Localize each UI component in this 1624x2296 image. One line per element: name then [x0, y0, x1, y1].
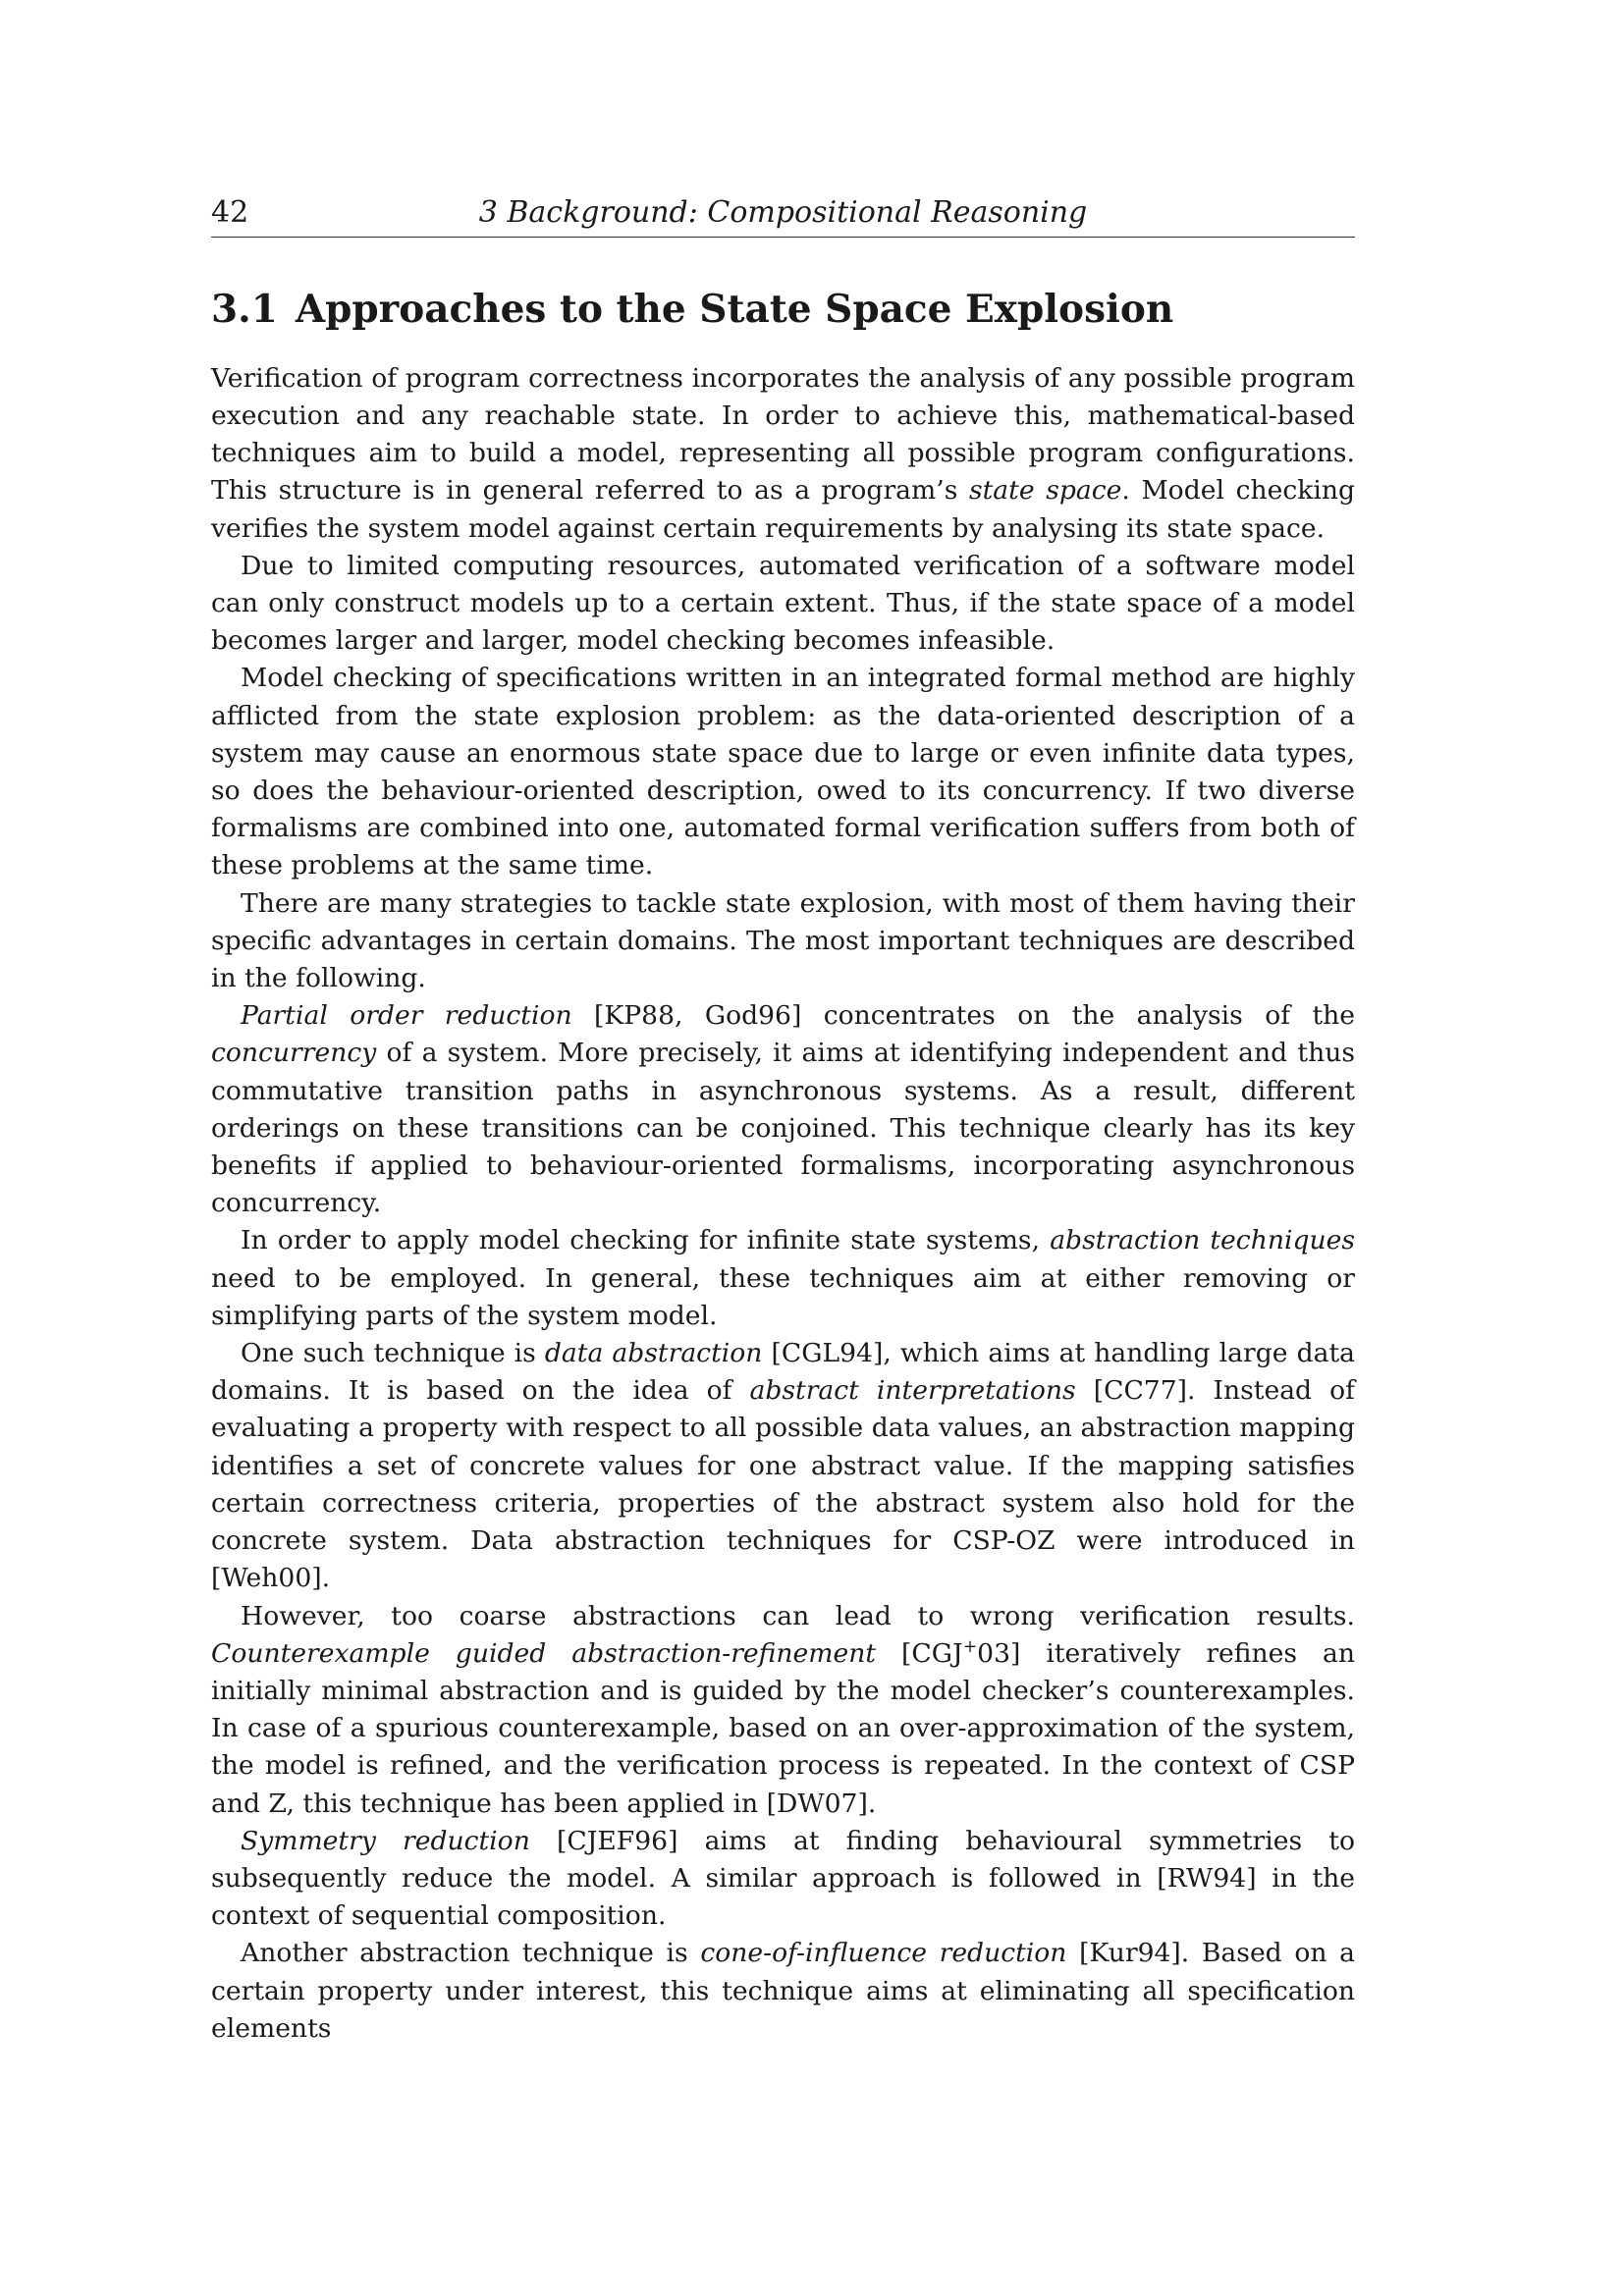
- section-title: Approaches to the State Space Explosion: [295, 287, 1174, 332]
- paragraph-7: [211, 1335, 1355, 1597]
- text-run: [CGL94], which aims at handling large data domains. It is based on the idea of: [211, 1338, 1355, 1407]
- page-number: 42: [211, 195, 249, 230]
- text-run: [CC77]. Instead of evaluating a property with respect to all possible data values, an abstraction mapping identifies a set of concrete values for one abstract value. If the mapping satisfies certain correctness criteria, properties of the abstract system also hold for the concrete system. Data abstraction techniques for CSP-OZ were introduced in [Weh00].: [211, 1375, 1355, 1594]
- section-heading: [211, 287, 1355, 333]
- body-text: [211, 360, 1355, 2048]
- emphasis: Symmetry reduction: [241, 1825, 530, 1856]
- emphasis: cone-of-influence reduction: [700, 1938, 1067, 1969]
- emphasis: Counterexample guided abstraction-refinement: [211, 1637, 877, 1669]
- running-header: [211, 191, 1355, 238]
- text-run: Verification of program correctness incorporates the analysis of any possible program execution and any reachable state. In order to achieve this, mathematical-based techniques aim to build a model, representing all possible program configurations. This structure is in general referred to as a program’s: [211, 362, 1355, 507]
- emphasis: data abstraction: [544, 1338, 763, 1369]
- text-run: However, too coarse abstractions can lead to wrong verification results.: [241, 1600, 1355, 1631]
- emphasis: abstraction techniques: [1050, 1225, 1355, 1256]
- text-run: 03] iteratively refines an initially minimal abstraction and is guided by the model checker’s counterexamples. In case of a spurious counterexample, based on an over-approximation of the system, the model is refined, and the verification process is repeated. In the context of CSP and Z, this technique has been applied in [DW07].: [211, 1637, 1355, 1819]
- emphasis: abstract interpretations: [749, 1375, 1076, 1407]
- paragraph-9: [211, 1823, 1355, 1936]
- text-run: . Model checking verifies the system model against certain requirements by analysing its state space.: [211, 475, 1355, 544]
- paragraph-4: There are many strategies to tackle state explosion, with most of them having their specific advantages in certain domains. The most important techniques are described in the following.: [211, 887, 1355, 994]
- superscript: +: [962, 1636, 978, 1657]
- paragraph-6: [211, 1222, 1355, 1335]
- paragraph-3: Model checking of specifications written in an integrated formal method are highly afflicted from the state explosion problem: as the data-oriented description of a system may cause an enormous state space due to large or even infinite data types, so does the behaviour-oriented description, owed to its concurrency. If two diverse formalisms are combined into one, automated formal verification suffers from both of these problems at the same time.: [211, 663, 1355, 881]
- document-page: [211, 191, 1355, 2048]
- text-run: Another abstraction technique is: [241, 1938, 701, 1969]
- text-run: [CJEF96] aims at finding behavioural symmetries to subsequently reduce the model. A similar approach is followed in [RW94] in the context of sequential composition.: [211, 1825, 1355, 1932]
- emphasis: state space: [968, 475, 1122, 507]
- paragraph-10: [211, 1935, 1355, 2048]
- emphasis: concurrency: [211, 1038, 377, 1069]
- paragraph-1: [211, 360, 1355, 548]
- paragraph-2: Due to limited computing resources, automated verification of a software model can only construct models up to a certain extent. Thus, if the state space of a model becomes larger and larger, model checking becomes infeasible.: [211, 550, 1355, 657]
- section-number: 3.1: [211, 287, 278, 332]
- text-run: [KP88, God96] concentrates on the analysis of the: [571, 1000, 1356, 1032]
- text-run: [CGJ: [876, 1637, 963, 1669]
- text-run: One such technique is: [241, 1338, 545, 1369]
- text-run: of a system. More precisely, it aims at identifying independent and thus commutative transition paths in asynchronous systems. As a result, different orderings on these transitions can be conjoined. This technique clearly has its key benefits if applied to behaviour-oriented formalisms, incorporating asynchronous concurrency.: [211, 1038, 1355, 1219]
- emphasis: Partial order reduction: [241, 1000, 572, 1032]
- running-title: 3 Background: Compositional Reasoning: [478, 195, 1088, 230]
- text-run: In order to apply model checking for infinite state systems,: [241, 1225, 1051, 1256]
- paragraph-5: [211, 997, 1355, 1222]
- paragraph-8: [211, 1598, 1355, 1823]
- text-run: need to be employed. In general, these techniques aim at either removing or simplifying parts of the system model.: [211, 1262, 1355, 1331]
- text-run: [Kur94]. Based on a certain property under interest, this technique aims at eliminating all specification elements: [211, 1938, 1355, 2044]
